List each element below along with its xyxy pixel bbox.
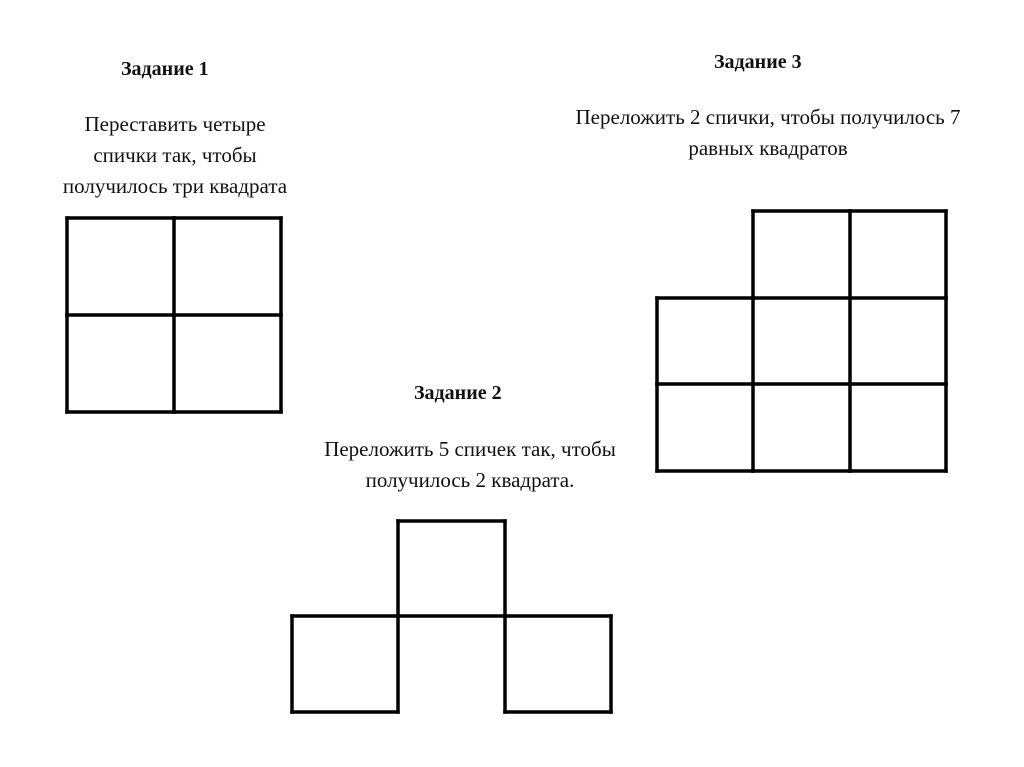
task-2-figure <box>292 521 611 712</box>
task-2-title: Задание 2 <box>414 382 502 404</box>
task-1-line-3: получилось три квадрата <box>62 174 288 198</box>
task-3-line-1: Переложить 2 спички, чтобы получилось 7 <box>575 105 961 129</box>
task-1-line-1: Переставить четыре <box>84 112 266 136</box>
task-1-line-2: спички так, чтобы <box>93 143 257 167</box>
task-3-title: Задание 3 <box>714 51 802 73</box>
task-3-grid <box>657 211 946 471</box>
task-1-title: Задание 1 <box>121 58 209 80</box>
task-3-line-2: равных квадратов <box>688 136 848 160</box>
task-2-line-1: Переложить 5 спичек так, чтобы <box>324 437 616 461</box>
task-1-grid <box>67 218 281 412</box>
task-2-line-2: получилось 2 квадрата. <box>365 468 575 492</box>
